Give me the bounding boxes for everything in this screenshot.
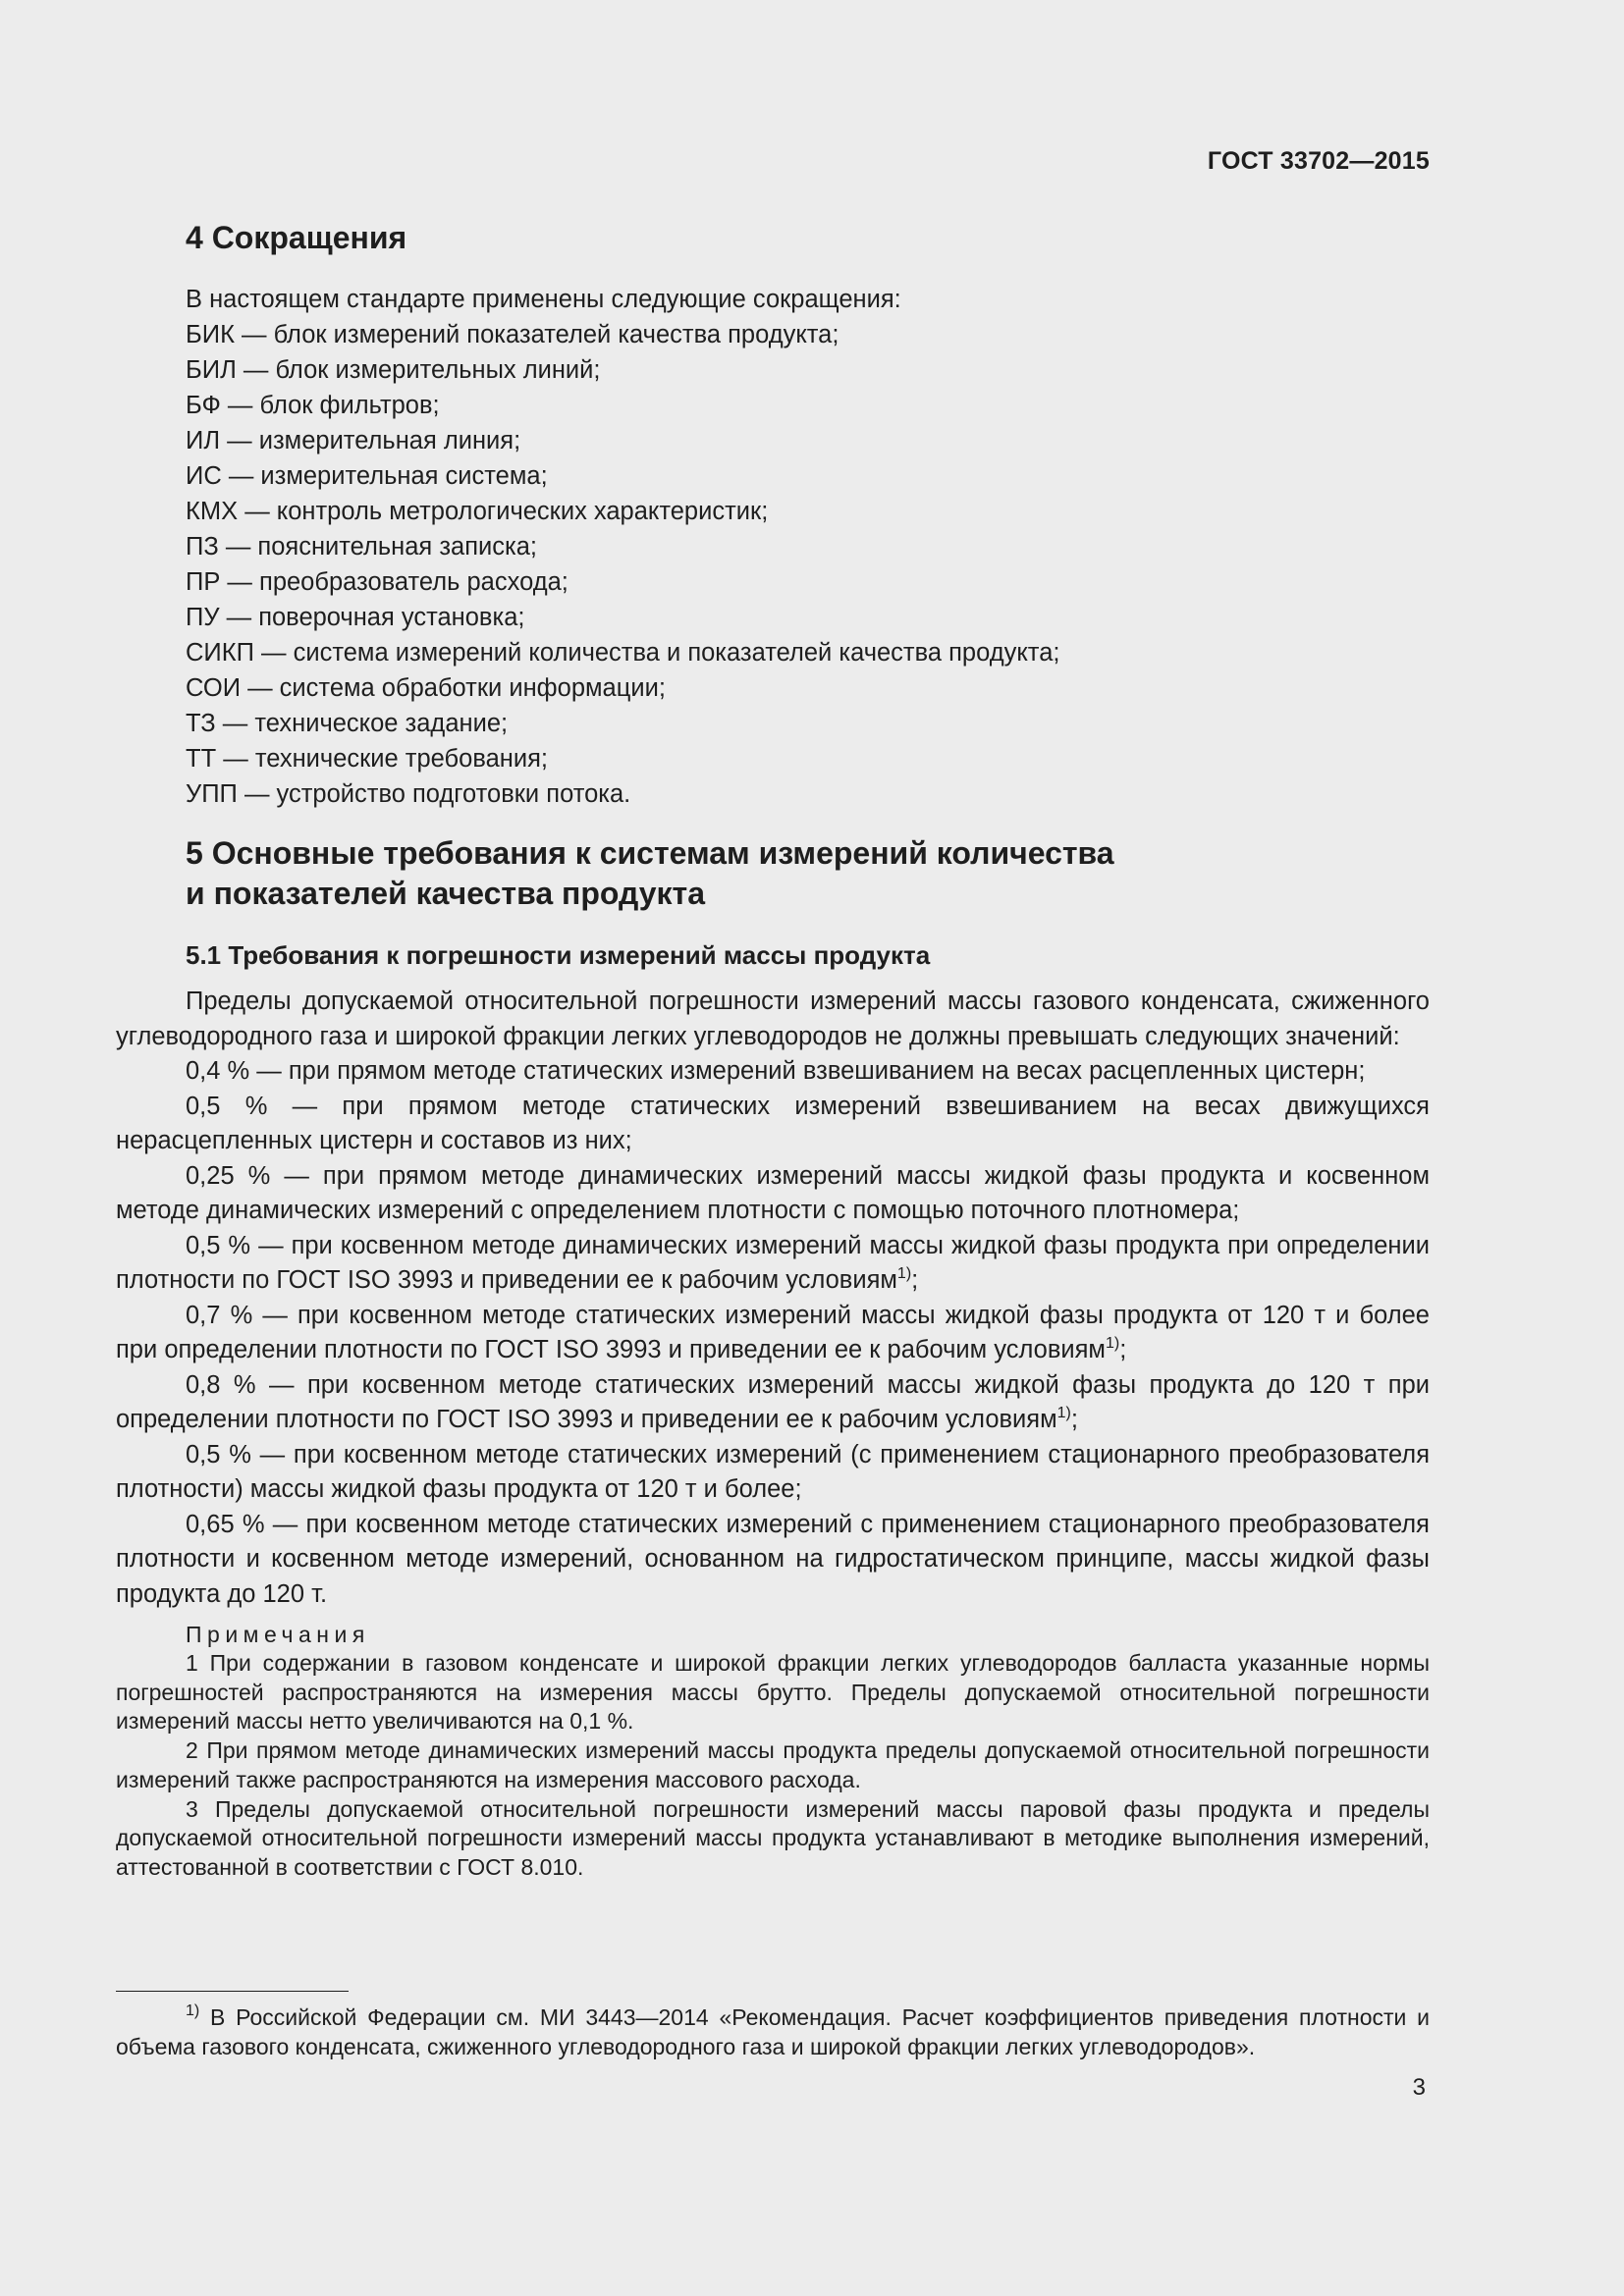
abbreviations-list	[116, 282, 1430, 812]
requirement-item: 0,65 % — при косвенном методе статических измерений с применением стационарного преобразователя плотности и косвенном методе измерений, основанном на гидростатическом принципе, массы жидкой фазы продукта до 120 т.	[116, 1510, 1430, 1608]
requirement-text: 0,5 % — при косвенном методе динамических измерений массы жидкой фазы продукта при определении плотности по ГОСТ ISO 3993 и приведении ее к рабочим условиям	[116, 1231, 1430, 1294]
footnote-ref: 1)	[896, 1265, 912, 1282]
section-5-title-line2: и показателей качества продукта	[186, 876, 706, 911]
subsection-5-1-title: 5.1 Требования к погрешности измерений массы продукта	[186, 940, 931, 970]
section-5-title-line1: 5 Основные требования к системам измерений количества	[186, 835, 1114, 871]
abbreviations-intro: В настоящем стандарте применены следующие сокращения:	[186, 286, 901, 313]
abbreviation-item: ПЗ — пояснительная записка;	[186, 533, 537, 561]
abbreviation-item: ТЗ — техническое задание;	[186, 710, 509, 737]
footnote-text: В Российской Федерации см. МИ 3443—2014 «Рекомендация. Расчет коэффициентов приведения плотности и объема газового конденсата, сжиженного углеводородного газа и широкой фракции легких углеводородов».	[116, 2004, 1430, 2059]
section-4-title: 4 Сокращения	[186, 220, 407, 255]
abbreviation-item: БФ — блок фильтров;	[186, 392, 440, 419]
requirement-text: 0,8 % — при косвенном методе статических измерений массы жидкой фазы продукта до 120 т при определении плотности по ГОСТ ISO 3993 и приведении ее к рабочим условиям	[116, 1370, 1430, 1433]
requirement-item	[116, 1368, 1430, 1438]
abbreviation-item: ПУ — поверочная установка;	[186, 604, 525, 631]
requirement-tail: ;	[1070, 1406, 1078, 1433]
requirement-text: 0,7 % — при косвенном методе статических измерений массы жидкой фазы продукта от 120 т и более при определении плотности по ГОСТ ISO 3993 и приведении ее к рабочим условиям	[116, 1301, 1430, 1363]
note-item: 1 При содержании в газовом конденсате и широкой фракции легких углеводородов балласта указанные нормы погрешностей распространяются на измерения массы брутто. Пределы допускаемой относительной погрешности измерений массы нетто увеличиваются на 0,1 %.	[116, 1650, 1430, 1735]
requirement-tail: ;	[911, 1266, 919, 1294]
page-content	[116, 218, 1430, 1883]
abbreviation-item: БИЛ — блок измерительных линий;	[186, 356, 601, 384]
document-code: ГОСТ 33702—2015	[1207, 147, 1430, 175]
requirement-item: 0,25 % — при прямом методе динамических измерений массы жидкой фазы продукта и косвенном методе динамических измерений с определением плотности с помощью поточного плотномера;	[116, 1161, 1430, 1224]
note-item: 2 При прямом методе динамических измерений массы продукта пределы допускаемой относительной погрешности измерений также распространяются на измерения массового расхода.	[116, 1737, 1430, 1792]
requirement-item: 0,5 % — при прямом методе статических измерений взвешиванием на весах движущихся нерасцепленных цистерн и составов из них;	[116, 1092, 1430, 1154]
requirements-intro: Пределы допускаемой относительной погрешности измерений массы газового конденсата, сжиженного углеводородного газа и широкой фракции легких углеводородов не должны превышать следующих значений:	[116, 988, 1430, 1050]
notes-title: Примечания	[186, 1622, 370, 1647]
requirement-item	[116, 1229, 1430, 1299]
abbreviation-item: УПП — устройство подготовки потока.	[186, 780, 631, 808]
abbreviation-item: ИЛ — измерительная линия;	[186, 427, 521, 454]
section-5-title	[116, 833, 1430, 914]
footnote-ref: 1)	[1105, 1335, 1120, 1352]
abbreviation-item: СОИ — система обработки информации;	[186, 674, 666, 702]
note-item: 3 Пределы допускаемой относительной погрешности измерений массы паровой фазы продукта и пределы допускаемой относительной погрешности измерений массы продукта устанавливают в методике выполнения измерений, аттестованной в соответствии с ГОСТ 8.010.	[116, 1795, 1430, 1880]
footnote-ref: 1)	[1056, 1405, 1071, 1421]
abbreviation-item: ИС — измерительная система;	[186, 462, 548, 490]
page-number: 3	[1412, 2074, 1426, 2101]
abbreviation-item: БИК — блок измерений показателей качества продукта;	[186, 321, 839, 348]
abbreviation-item: ПР — преобразователь расхода;	[186, 568, 568, 596]
abbreviation-item: СИКП — система измерений количества и показателей качества продукта;	[186, 639, 1060, 667]
footnote	[116, 2002, 1430, 2061]
requirement-tail: ;	[1119, 1336, 1127, 1363]
requirement-item	[116, 1299, 1430, 1368]
abbreviation-item: ТТ — технические требования;	[186, 745, 549, 773]
footnote-divider	[116, 1991, 349, 1992]
footnote-marker: 1)	[186, 2002, 200, 2019]
requirement-item: 0,5 % — при косвенном методе статических измерений (с применением стационарного преобразователя плотности) массы жидкой фазы продукта от 120 т и более;	[116, 1440, 1430, 1503]
abbreviation-item: КМХ — контроль метрологических характеристик;	[186, 498, 769, 525]
requirement-item: 0,4 % — при прямом методе статических измерений взвешиванием на весах расцепленных цистерн;	[186, 1057, 1366, 1085]
